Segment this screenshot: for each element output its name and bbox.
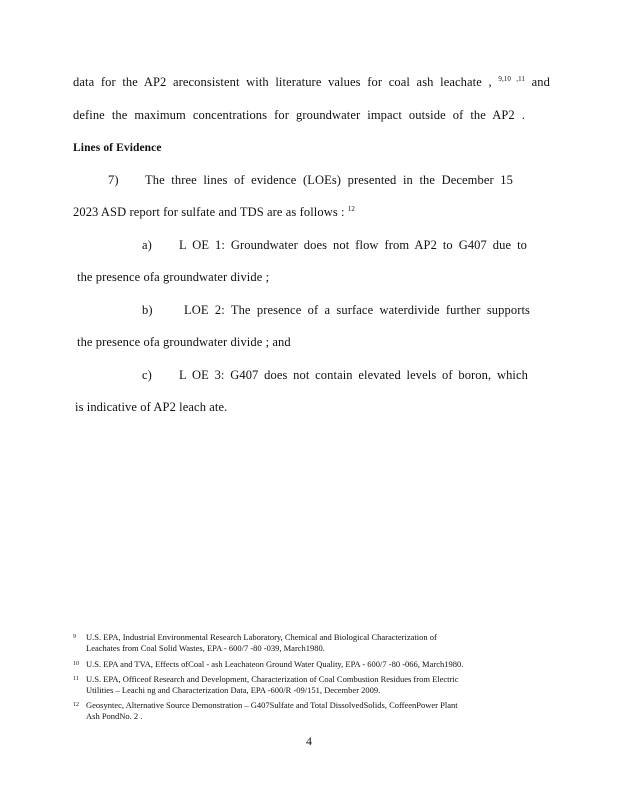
paragraph-7-line-1: The three lines of evidence (LOEs) presented in the December 15 bbox=[145, 173, 513, 187]
body-line-1 bbox=[73, 74, 550, 90]
footnote-11-line-2: Utilities – Leachi ng and Characterization Data, EPA -600/R -09/151, December 2009. bbox=[86, 685, 381, 695]
list-item-label-c: c) bbox=[142, 368, 152, 382]
body-text: data for the AP2 areconsistent with literature values for coal ash leachate , bbox=[73, 75, 492, 89]
body-text: and bbox=[531, 75, 551, 89]
footnote-12-line-2: Ash PondNo. 2 . bbox=[86, 711, 143, 721]
footnote-text: Geosyntec, Alternative Source Demonstration – G407Sulfate and Total DissolvedSolids, CoffeenPower Plant bbox=[86, 700, 458, 710]
footnote-refs: 9,10 ,11 bbox=[498, 75, 526, 83]
footnote-text: U.S. EPA, Officeof Research and Development, Characterization of Coal Combustion Residues from Electric bbox=[86, 674, 459, 684]
paragraph-number: 7) bbox=[108, 173, 119, 187]
body-line-2: define the maximum concentrations for groundwater impact outside of the AP2 . bbox=[73, 108, 525, 122]
footnote-10 bbox=[0, 659, 618, 671]
list-item-c-line-1: L OE 3: G407 does not contain elevated levels of boron, which bbox=[179, 368, 528, 382]
list-item-b-line-2: the presence ofa groundwater divide ; and bbox=[77, 335, 291, 349]
list-item-label-a: a) bbox=[142, 238, 152, 252]
footnote-number: 9 bbox=[73, 634, 76, 640]
list-item-label-b: b) bbox=[142, 303, 153, 317]
footnote-number: 11 bbox=[73, 676, 79, 682]
footnote-number: 12 bbox=[73, 702, 79, 708]
list-item-a-line-2: the presence ofa groundwater divide ; bbox=[77, 270, 270, 284]
footnote-ref: 12 bbox=[347, 205, 356, 213]
footnote-text: U.S. EPA, Industrial Environmental Research Laboratory, Chemical and Biological Characterization of bbox=[86, 632, 437, 642]
footnote-9-line-2: Leachates from Coal Solid Wastes, EPA - 600/7 -80 -039, March1980. bbox=[86, 643, 325, 653]
page-number: 4 bbox=[306, 734, 312, 748]
list-item-a-line-1: L OE 1: Groundwater does not flow from AP2 to G407 due to bbox=[179, 238, 527, 252]
list-item-c-line-2: is indicative of AP2 leach ate. bbox=[75, 400, 228, 414]
footnote-text: U.S. EPA and TVA, Effects ofCoal - ash Leachateon Ground Water Quality, EPA - 600/7 -80 -066, March1980. bbox=[86, 659, 464, 669]
section-heading: Lines of Evidence bbox=[73, 142, 162, 154]
body-text: 2023 ASD report for sulfate and TDS are as follows : bbox=[73, 205, 345, 219]
paragraph-7-line-2 bbox=[73, 204, 355, 220]
footnote-number: 10 bbox=[73, 661, 79, 667]
list-item-b-line-1: LOE 2: The presence of a surface waterdivide further supports bbox=[184, 303, 530, 317]
